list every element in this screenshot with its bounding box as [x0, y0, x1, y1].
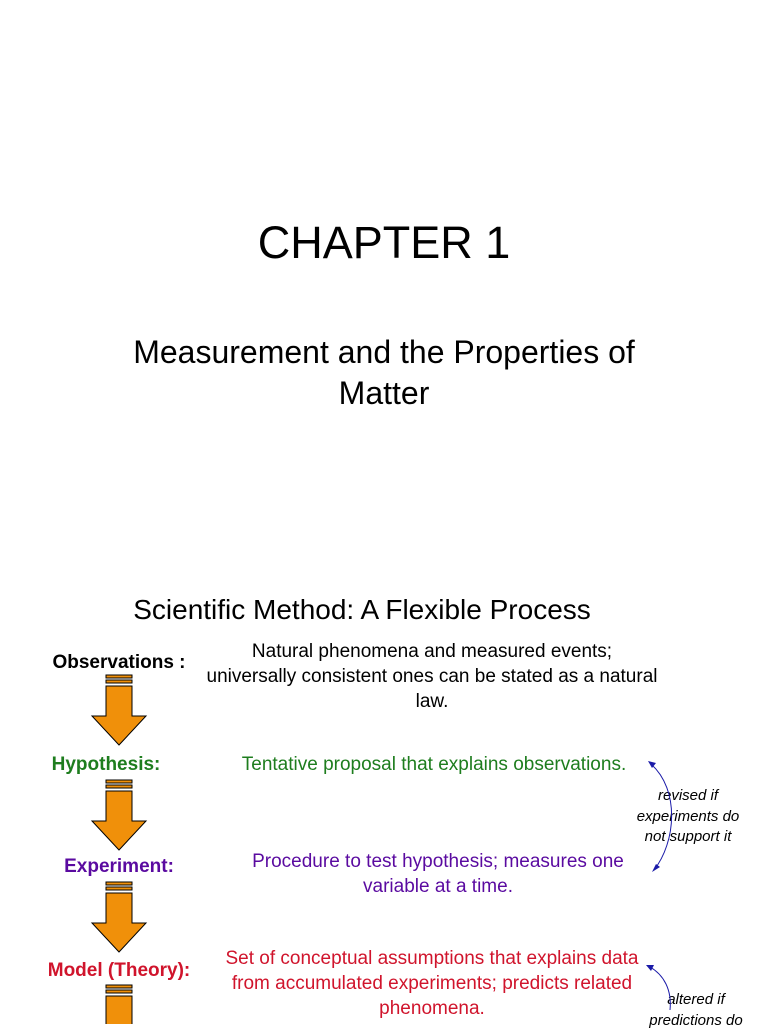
step-label-hypothesis: Hypothesis: [51, 754, 161, 775]
chapter-subtitle: Measurement and the Properties of Matter [133, 334, 635, 411]
note-altered: altered if predictions do [649, 991, 743, 1029]
note-revised: revised if experiments do not support it [636, 787, 740, 845]
down-arrow-icon [92, 675, 146, 745]
chapter-title: CHAPTER 1 [257, 217, 511, 268]
step-description-model: Set of conceptual assumptions that explains data from accumulated experiments; predicts related phenomena. [225, 948, 639, 1019]
step-label-experiment: Experiment: [64, 856, 174, 877]
step-label-observations: Observations : [52, 652, 186, 673]
step-description-observations: Natural phenomena and measured events; universally consistent ones can be stated as a natural law. [206, 641, 658, 712]
down-arrow-icon [92, 882, 146, 952]
step-description-experiment: Procedure to test hypothesis; measures one variable at a time. [252, 851, 624, 897]
step-label-model: Model (Theory): [47, 960, 191, 981]
step-description-hypothesis: Tentative proposal that explains observations. [241, 754, 627, 775]
down-arrow-icon [92, 780, 146, 850]
slide-title: Scientific Method: A Flexible Process [133, 594, 591, 625]
down-arrow-icon [92, 985, 146, 1024]
